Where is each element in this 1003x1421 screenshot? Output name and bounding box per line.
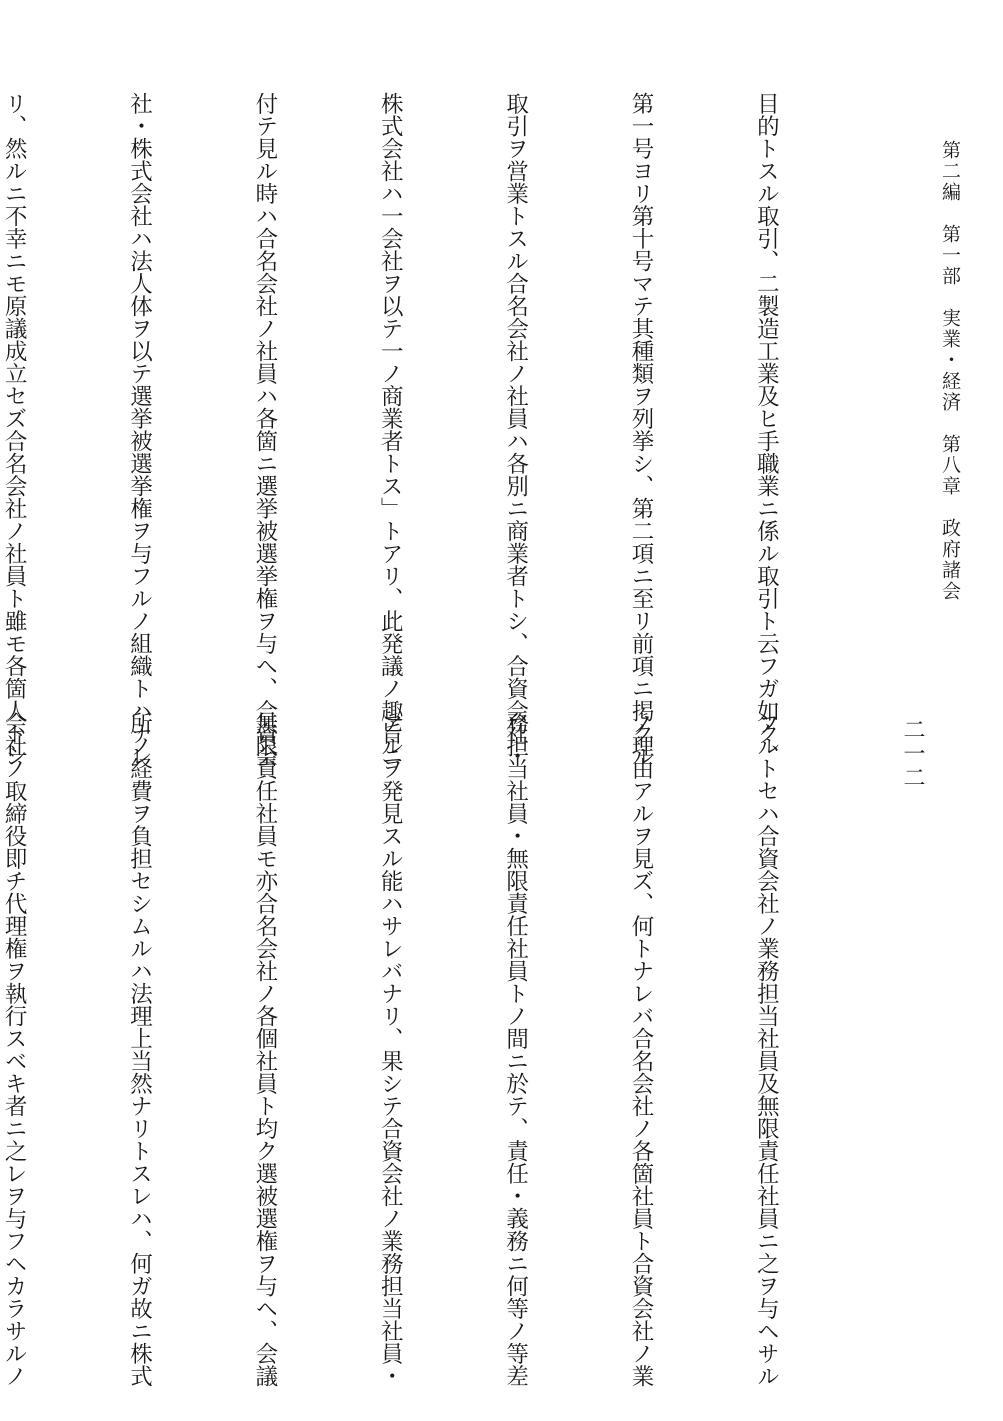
page-number: 二一二	[900, 718, 925, 790]
text-column: 社・株式会社ハ法人体ヲ以テ選挙被選挙権ヲ与フルノ組織トハナレ	[126, 92, 153, 767]
running-header: 第二編 第一部 実業・経済 第八章 政府諸会	[939, 140, 961, 602]
text-column: フルトセハ合資会社ノ業務担当社員及無限責任社員ニ之ヲ与ヘサル	[753, 712, 780, 1387]
text-column: リ、然ルニ不幸ニモ原議成立セズ合名会社ノ社員ト雖モ各箇人トシ	[1, 92, 28, 767]
upper-text-block	[1, 92, 870, 767]
lower-text-block	[1, 712, 870, 1387]
text-column: 株式会社ハ一会社ヲ以テ一ノ商業者トス」トアリ、此発議ノ趣旨ニ	[377, 92, 404, 767]
text-column: 付テ見ル時ハ合名会社ノ社員ハ各箇ニ選挙被選挙権ヲ与ヘ、合資会	[251, 92, 278, 767]
text-column: 目的トスル取引、二製造工業及ヒ手職業ニ係ル取引ト云フガ如ク、	[753, 92, 780, 767]
text-column: 第一号ヨリ第十号マテ其種類ヲ列挙シ、第二項ニ至リ前項ニ掲クル	[628, 92, 655, 767]
text-column: ノ理由アルヲ見ズ、何トナレバ合名会社ノ各箇社員ト合資会社ノ業	[628, 712, 655, 1387]
text-column: 無限責任社員モ亦合名会社ノ各個社員ト均ク選被選権ヲ与ヘ、会議	[251, 712, 278, 1387]
text-column: 会社ノ取締役即チ代理権ヲ執行スベキ者ニ之レヲ与フヘカラサルノ	[1, 712, 28, 1387]
text-column: 取引ヲ営業トスル合名会社ノ社員ハ各別ニ商業者トシ、合資会社・	[502, 92, 529, 767]
text-column: 務担当社員・無限責任社員トノ間ニ於テ、責任・義務ニ何等ノ等差	[502, 712, 529, 1387]
text-column: 所ノ経費ヲ負担セシムルハ法理上当然ナリトスレハ、何ガ故ニ株式	[126, 712, 153, 1387]
text-column: アルヲ発見スル能ハサレバナリ、果シテ合資会社ノ業務担当社員・	[377, 712, 404, 1387]
